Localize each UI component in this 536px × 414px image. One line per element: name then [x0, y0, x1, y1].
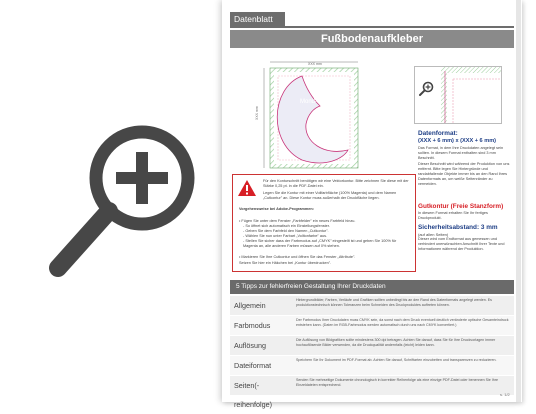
tip-label: Allgemein — [234, 301, 266, 310]
tip-row-general — [230, 296, 514, 315]
safety-heading: Sicherheitsabstand: 3 mm — [418, 224, 498, 231]
tip-label: Dateiformat — [234, 361, 272, 370]
warning-intro: Für den Konturschnitt benötigen wir eine Vektorkontur. Bitte zeichnen Sie diese mit der Stärke 0,25 pt. in die PDF-Datei ein. — [263, 179, 409, 188]
tips-heading: 5 Tipps zur fehlerfreien Gestaltung Ihrer Druckdaten — [230, 280, 514, 294]
tip-label: Farbmodus — [234, 321, 271, 330]
tip-text: Hintergrundbilder, Farben, Verläufe und Grafiken sollten unbedingt bis an den Rand des Datenformats angelegt werden. Es produktionstechnisch können Toleranzen beim Schneiden des Druckproduktes auftreten können. — [296, 298, 492, 307]
zoom-in-icon[interactable] — [44, 118, 202, 288]
page-number: s. 1/2 — [500, 392, 510, 397]
warning-color-note: Legen Sie die Kontur mit einer Vollfarbfläche (100% Magenta) und dem Namen „Cutkontur" an. Diese Kontur muss außerhalb der Druckfläche liegen. — [263, 191, 397, 200]
format-value: (XXX + 6 mm) x (XXX + 6 mm) — [418, 137, 497, 144]
steps-heading: Vorgehensweise bei Adobe-Programmen: — [239, 207, 314, 211]
datasheet-page — [222, 0, 522, 409]
step-2: - So öffnet sich automatisch ein Einstellungsfenster. — [243, 224, 330, 228]
step-1: • Fügen Sie unter dem Fenster „Farbfelder" ein neues Farbfeld hinzu. — [239, 219, 356, 223]
tip-label: Seiten(-reihenfolge) — [234, 381, 272, 409]
section-label: Datenblatt — [230, 12, 285, 26]
bleed-text: Dieser Beschnitt wird während der Produktion von uns entfernt. Bitte legen Sie Hintergründe und randabfallende Objekte immer bis an den Rand Ihres Datenformats an, um weiße Seitenränder zu vermeiden. — [418, 162, 510, 186]
safety-text: Dieser wird vom Endformat aus gemessen und verhindert unerwünschten Anschnitt Ihrer Texte und Informationen während der Produktion. — [418, 236, 505, 251]
tip-row-colormode — [230, 316, 514, 335]
format-info — [418, 130, 512, 161]
safety-info — [418, 224, 512, 252]
format-heading: Datenformat: — [418, 130, 458, 137]
page-title: Fußbodenaufkleber — [230, 30, 514, 48]
tip-text: Die Auflösung von Bildgrafiken sollte mindestens 300 dpi betragen. Achten Sie darauf, dass Sie für Ihre Druckvorlagen immer hochauflösende Bilder verwenden, da die Druckqualität andernfalls (leicht) leiden kann. — [296, 338, 496, 347]
warning-icon — [237, 179, 257, 197]
step-3: - Geben Sie dem Farbfeld den Namen „Cutkontur". — [243, 229, 329, 233]
dimension-top-label: XXX mm — [308, 62, 322, 66]
dimension-left-label: XXX mm — [255, 106, 259, 120]
motif-label: Mond-Form — [300, 99, 332, 105]
safety-subheading: (auf allen Seiten) — [418, 231, 449, 237]
corner-detail-picture[interactable] — [414, 66, 502, 124]
tip-text: Senden Sie mehrseitige Dokumente chronologisch in korrekter Reihenfolge als eine einzige PDF-Datei oder benennen Sie Ihre Einzeldateien entsprechend. — [296, 378, 498, 387]
contour-text: In diesem Format erhalten Sie Ihr fertiges Druckprodukt. — [418, 210, 488, 220]
step-7: Setzen Sie hier ein Häkchen bei „Kontur überdrucken". — [239, 261, 332, 265]
step-5: - Stellen Sie sicher dass der Farbmodus auf „CMYK" eingestellt ist und geben Sie 100% für Magenta an, alle anderen Farben müssen auf 0% stehen. — [243, 239, 397, 248]
step-6: • Markieren Sie Ihre Cutkontur und öffnen Sie das Fenster „Attribute". — [239, 255, 356, 259]
sticker-layout-diagram — [240, 58, 410, 170]
tip-text: Der Farbmodus Ihrer Druckdaten muss CMYK sein, da sonst nach dem Druck eventuell deutlich veränderte optische Gesamteindruck entstehen kann. (Daten im RGB-Farbmodus werden automatisch durch uns nach CMYK konvertiert.) — [296, 318, 509, 327]
page-stack-edge — [516, 0, 521, 402]
tip-row-fileformat — [230, 356, 514, 375]
contour-info — [418, 203, 512, 221]
tip-row-resolution — [230, 336, 514, 355]
cut-contour-warning — [232, 174, 416, 272]
format-text: Das Format, in dem Ihre Druckdaten angelegt sein sollten. In diesem Format enthalten sind 3 mm Beschnitt. — [418, 145, 504, 160]
tip-label: Auflösung — [234, 341, 266, 350]
tip-text: Speichern Sie Ihr Dokument im PDF-Format ab. Achten Sie darauf, Schriftarten einzubetten und transparenzen zu reduzieren. — [296, 358, 497, 362]
step-4: - Wählen Sie nun unter Farbart „Volltonfarbe" aus. — [243, 234, 328, 238]
tip-row-pages — [230, 376, 514, 409]
zoom-small-icon[interactable] — [419, 81, 435, 97]
header-rule — [230, 26, 514, 28]
contour-heading: Gutkontur (Freie Stanzform) — [418, 203, 504, 210]
